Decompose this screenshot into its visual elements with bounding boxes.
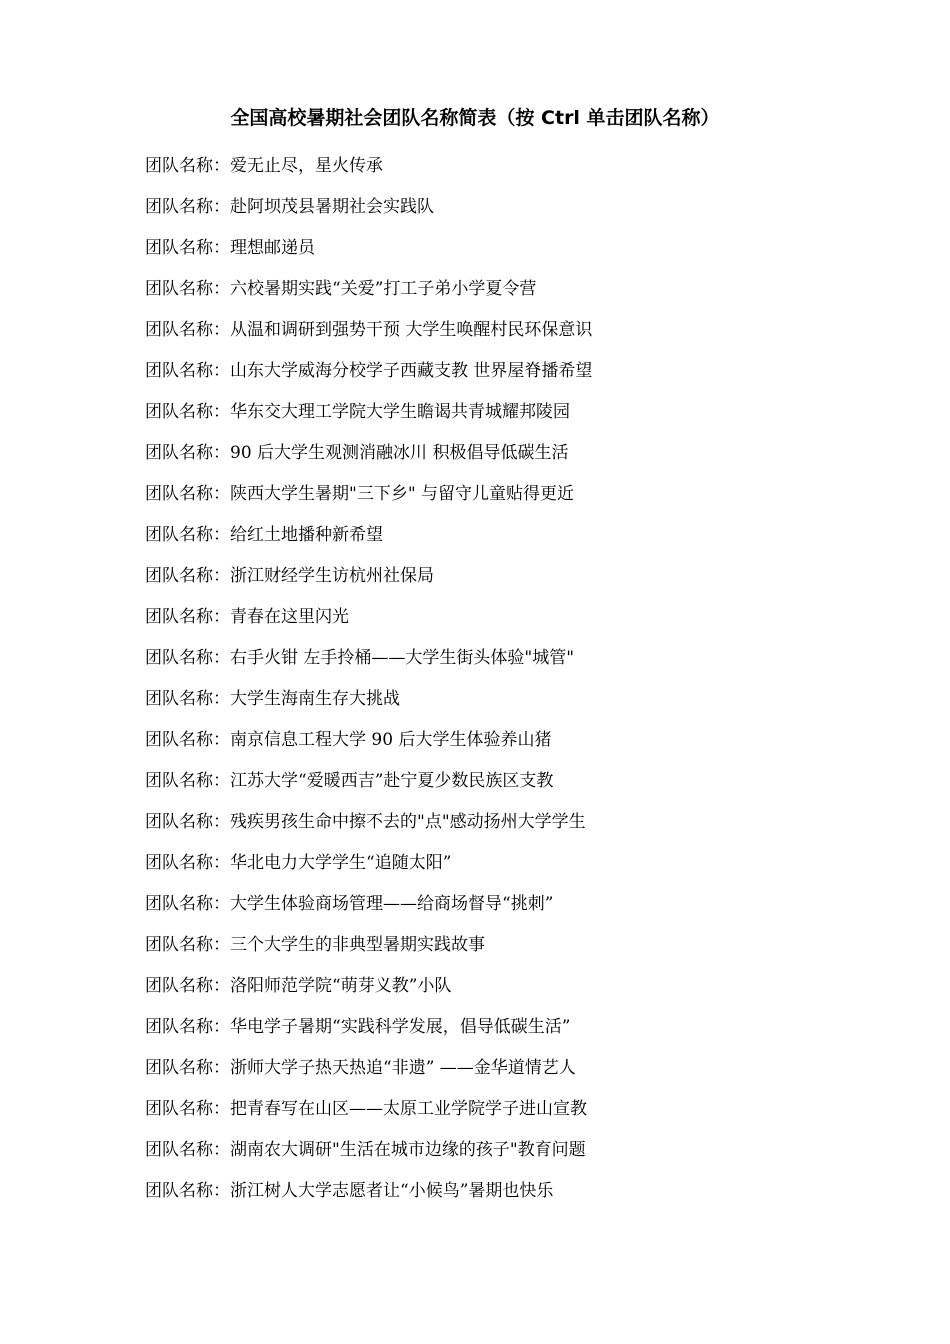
team-name-link[interactable]: 团队名称：三个大学生的非典型暑期实践故事: [145, 935, 485, 955]
team-name-link[interactable]: 团队名称：右手火钳 左手拎桶——大学生街头体验"城管": [145, 648, 575, 668]
team-name-link[interactable]: 团队名称：山东大学威海分校学子西藏支教 世界屋脊播希望: [145, 361, 593, 381]
team-name-link[interactable]: 团队名称：洛阳师范学院“萌芽义教”小队: [145, 976, 452, 996]
team-name-link[interactable]: 团队名称：90 后大学生观测消融冰川 积极倡导低碳生活: [145, 443, 569, 463]
team-name-link[interactable]: 团队名称：华北电力大学学生“追随太阳”: [145, 853, 452, 873]
team-name-link[interactable]: 团队名称：华电学子暑期“实践科学发展，倡导低碳生活”: [145, 1017, 571, 1037]
document-title: 全国高校暑期社会团队名称简表（按 Ctrl 单击团队名称）: [230, 107, 720, 129]
team-name-link[interactable]: 团队名称：把青春写在山区——太原工业学院学子进山宣教: [145, 1099, 587, 1119]
team-name-link[interactable]: 团队名称：六校暑期实践“关爱”打工子弟小学夏令营: [145, 279, 537, 299]
team-name-link[interactable]: 团队名称：浙江树人大学志愿者让“小候鸟”暑期也快乐: [145, 1181, 554, 1201]
team-name-link[interactable]: 团队名称：浙师大学子热天热追“非遗” ——金华道情艺人: [145, 1058, 576, 1078]
team-name-list: [145, 153, 592, 1219]
team-name-link[interactable]: 团队名称：给红土地播种新希望: [145, 525, 383, 545]
team-name-link[interactable]: 团队名称：江苏大学“爱暖西吉”赴宁夏少数民族区支教: [145, 771, 554, 791]
team-name-link[interactable]: 团队名称：大学生海南生存大挑战: [145, 689, 400, 709]
team-name-link[interactable]: 团队名称：湖南农大调研"生活在城市边缘的孩子"教育问题: [145, 1140, 586, 1160]
team-name-link[interactable]: 团队名称：残疾男孩生命中擦不去的"点"感动扬州大学学生: [145, 812, 586, 832]
team-name-link[interactable]: 团队名称：青春在这里闪光: [145, 607, 349, 627]
team-name-link[interactable]: 团队名称：大学生体验商场管理——给商场督导“挑刺”: [145, 894, 554, 914]
team-name-link[interactable]: 团队名称：浙江财经学生访杭州社保局: [145, 566, 434, 586]
team-name-link[interactable]: 团队名称：南京信息工程大学 90 后大学生体验养山猪: [145, 730, 552, 750]
team-name-link[interactable]: 团队名称：爱无止尽，星火传承: [145, 156, 383, 176]
team-name-link[interactable]: 团队名称：理想邮递员: [145, 238, 315, 258]
team-name-link[interactable]: 团队名称：从温和调研到强势干预 大学生唤醒村民环保意识: [145, 320, 593, 340]
team-name-link[interactable]: 团队名称：陕西大学生暑期"三下乡" 与留守儿童贴得更近: [145, 484, 575, 504]
team-name-link[interactable]: 团队名称：华东交大理工学院大学生瞻谒共青城耀邦陵园: [145, 402, 570, 422]
team-name-link[interactable]: 团队名称：赴阿坝茂县暑期社会实践队: [145, 197, 434, 217]
